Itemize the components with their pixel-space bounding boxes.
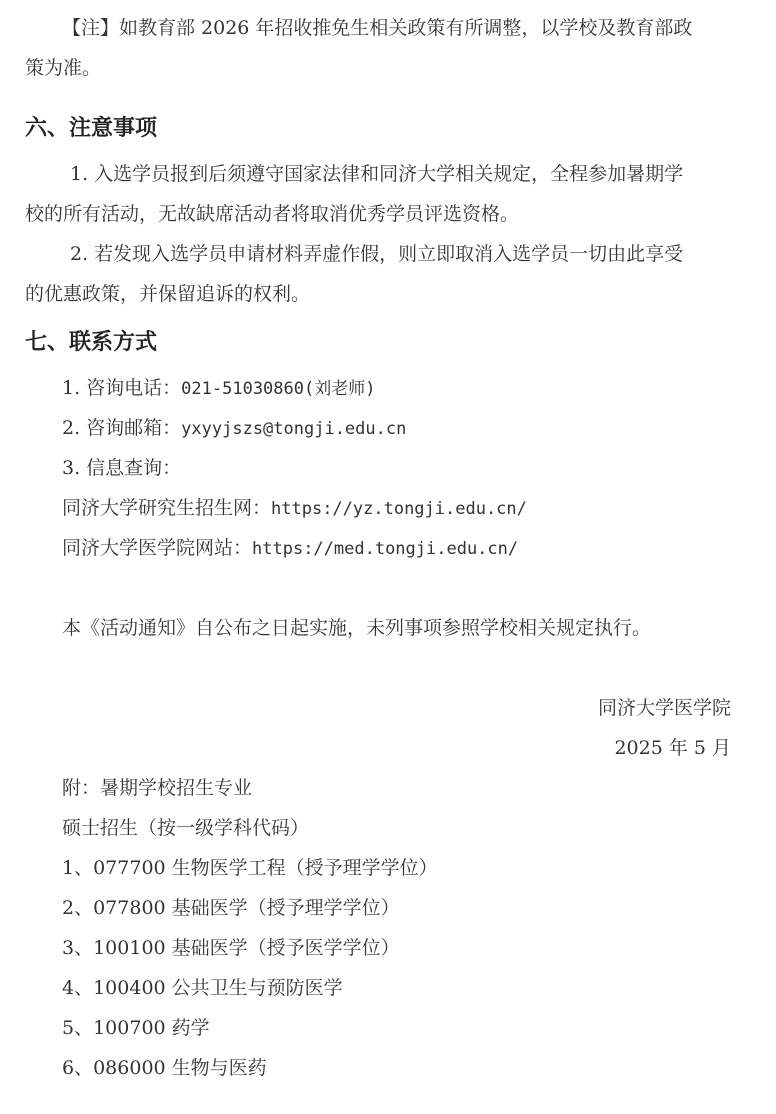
section-heading-notice: 六、注意事项 (25, 115, 158, 141)
appendix-title: 附：暑期学校招生专业 (62, 777, 253, 799)
notice-item-1-line-1: 1. 入选学员报到后须遵守国家法律和同济大学相关规定，全程参加暑期学 (70, 163, 684, 185)
closing-statement: 本《活动通知》自公布之日起实施，未列事项参照学校相关规定执行。 (62, 617, 652, 639)
contact-phone (62, 374, 375, 403)
email-label: 2. 咨询邮箱： (62, 417, 182, 439)
contact-site-1 (62, 494, 527, 523)
major-item: 6、086000 生物与医药 (62, 1057, 267, 1079)
phone-value: 021-51030860(刘老师) (181, 379, 376, 399)
major-item: 3、100100 基础医学（授予医学学位） (62, 937, 400, 959)
signature-org: 同济大学医学院 (597, 697, 731, 719)
notice-item-2-line-1: 2. 若发现入选学员申请材料弄虚作假，则立即取消入选学员一切由此享受 (70, 243, 684, 265)
notice-item-2-line-2: 的优惠政策，并保留追诉的权利。 (25, 283, 311, 305)
note-line-2: 策为准。 (25, 57, 102, 79)
site2-label: 同济大学医学院网站： (62, 537, 253, 559)
contact-site-2 (62, 534, 518, 563)
site1-url[interactable]: https://yz.tongji.edu.cn/ (271, 499, 527, 519)
section-heading-contact: 七、联系方式 (25, 329, 158, 355)
phone-label: 1. 咨询电话： (62, 377, 182, 399)
appendix-subtitle: 硕士招生（按一级学科代码） (62, 817, 310, 839)
contact-email (62, 414, 406, 443)
site2-url[interactable]: https://med.tongji.edu.cn/ (252, 539, 519, 559)
major-item: 5、100700 药学 (62, 1017, 210, 1039)
signature-date: 2025 年 5 月 (614, 737, 731, 759)
note-line-1: 【注】如教育部 2026 年招收推免生相关政策有所调整，以学校及教育部政 (62, 17, 693, 39)
site1-label: 同济大学研究生招生网： (62, 497, 272, 519)
major-item: 2、077800 基础医学（授予理学学位） (62, 897, 400, 919)
contact-info-label: 3. 信息查询： (62, 457, 182, 479)
notice-item-1-line-2: 校的所有活动，无故缺席活动者将取消优秀学员评选资格。 (25, 203, 520, 225)
major-item: 4、100400 公共卫生与预防医学 (62, 977, 343, 999)
email-value: yxyyjszs@tongji.edu.cn (181, 419, 407, 439)
major-item: 1、077700 生物医学工程（授予理学学位） (62, 857, 438, 879)
